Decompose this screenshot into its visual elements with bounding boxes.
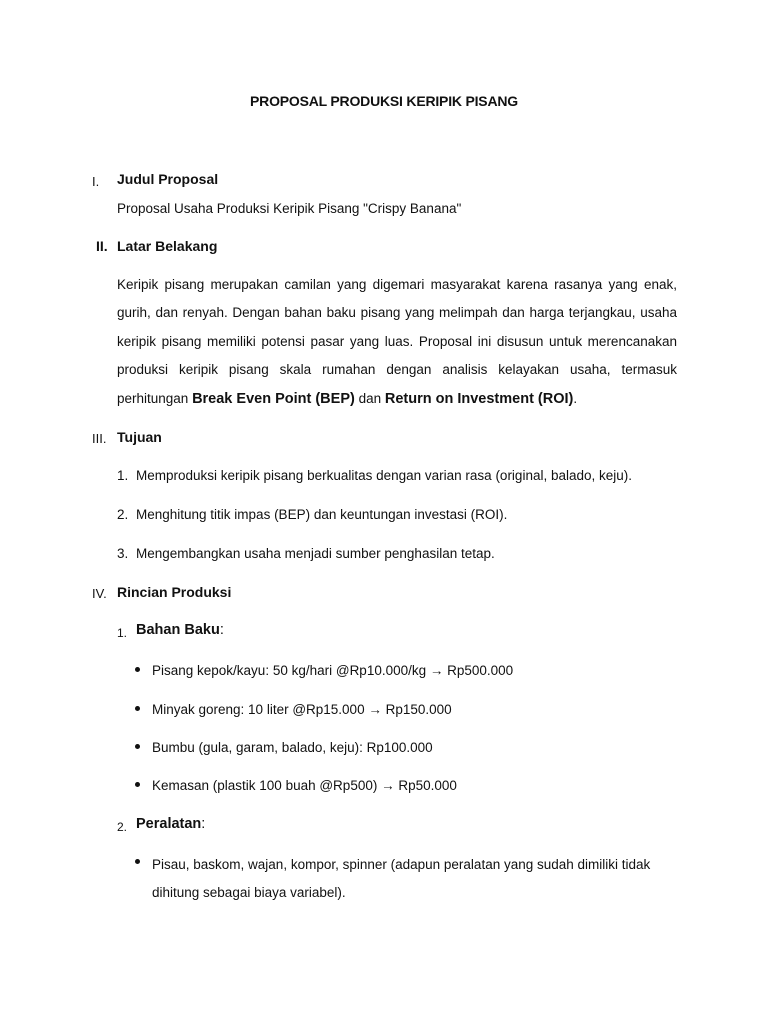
bahan-baku-label: Bahan Baku xyxy=(136,622,220,638)
bahan-baku-heading xyxy=(136,622,224,638)
rincian-sub-num-1: 1. xyxy=(117,626,128,640)
peralatan-item-1: Pisau, baskom, wajan, kompor, spinner (adapun peralatan yang sudah dimiliki tidak dihitung sebagai biaya variabel). xyxy=(152,857,651,900)
tujuan-num-2: 2. xyxy=(117,507,129,522)
latar-para-text: Keripik pisang merupakan camilan yang digemari masyarakat karena rasanya yang enak, gurih, dan renyah. Dengan bahan baku pisang yang melimpah dan harga terjangkau, usaha keripik pisang memiliki potensi pasar yang luas. Proposal ini disusun untuk merencanakan produksi keripik pisang skala rumahan dengan analisis kelayakan usaha, termasuk perhitungan xyxy=(117,277,677,406)
peralatan-heading xyxy=(136,816,205,832)
bullet-dot xyxy=(135,782,140,787)
section-numeral-2: II. xyxy=(96,238,108,254)
bahan-item-3: Bumbu (gula, garam, balado, keju): Rp100.000 xyxy=(152,740,433,755)
bahan-baku-colon: : xyxy=(219,622,224,638)
latar-paragraph xyxy=(117,271,677,413)
section-numeral-4: IV. xyxy=(92,586,107,601)
bahan-item-1: Pisang kepok/kayu: 50 kg/hari @Rp10.000/kg → Rp500.000 xyxy=(152,663,514,678)
roi-term: Return on Investment (ROI) xyxy=(384,390,574,407)
bahan-item-2: Minyak goreng: 10 liter @Rp15.000 → Rp150.000 xyxy=(152,702,452,717)
section-heading-latar xyxy=(117,238,217,254)
bullet-dot xyxy=(135,706,140,711)
latar-heading-text: Latar Belakang xyxy=(117,238,218,254)
peralatan-label: Peralatan xyxy=(136,816,202,832)
rincian-sub-num-2: 2. xyxy=(117,820,128,834)
tujuan-item-3: Mengembangkan usaha menjadi sumber penghasilan tetap. xyxy=(136,546,495,561)
section-heading-tujuan: Tujuan xyxy=(117,429,162,445)
tujuan-num-1: 1. xyxy=(117,468,129,483)
bep-term: Break Even Point (BEP) xyxy=(192,390,355,407)
bullet-dot xyxy=(135,744,140,749)
section-heading-rincian: Rincian Produksi xyxy=(117,584,232,600)
peralatan-colon: : xyxy=(201,816,206,832)
tujuan-num-3: 3. xyxy=(117,546,129,561)
latar-dan: dan xyxy=(354,390,385,406)
section-heading-judul: Judul Proposal xyxy=(117,171,219,187)
tujuan-item-2: Menghitung titik impas (BEP) dan keuntungan investasi (ROI). xyxy=(136,507,508,522)
bullet-dot xyxy=(135,667,140,672)
bahan-item-4: Kemasan (plastik 100 buah @Rp500) → Rp50.000 xyxy=(152,778,457,793)
latar-end: . xyxy=(573,390,578,406)
document-title: PROPOSAL PRODUKSI KERIPIK PISANG xyxy=(250,93,518,109)
judul-text: Proposal Usaha Produksi Keripik Pisang "Crispy Banana" xyxy=(117,201,462,216)
bullet-dot xyxy=(135,859,140,864)
section-numeral-3: III. xyxy=(92,431,107,446)
section-numeral-1: I. xyxy=(92,174,100,189)
tujuan-item-1: Memproduksi keripik pisang berkualitas dengan varian rasa (original, balado, keju). xyxy=(136,468,633,483)
